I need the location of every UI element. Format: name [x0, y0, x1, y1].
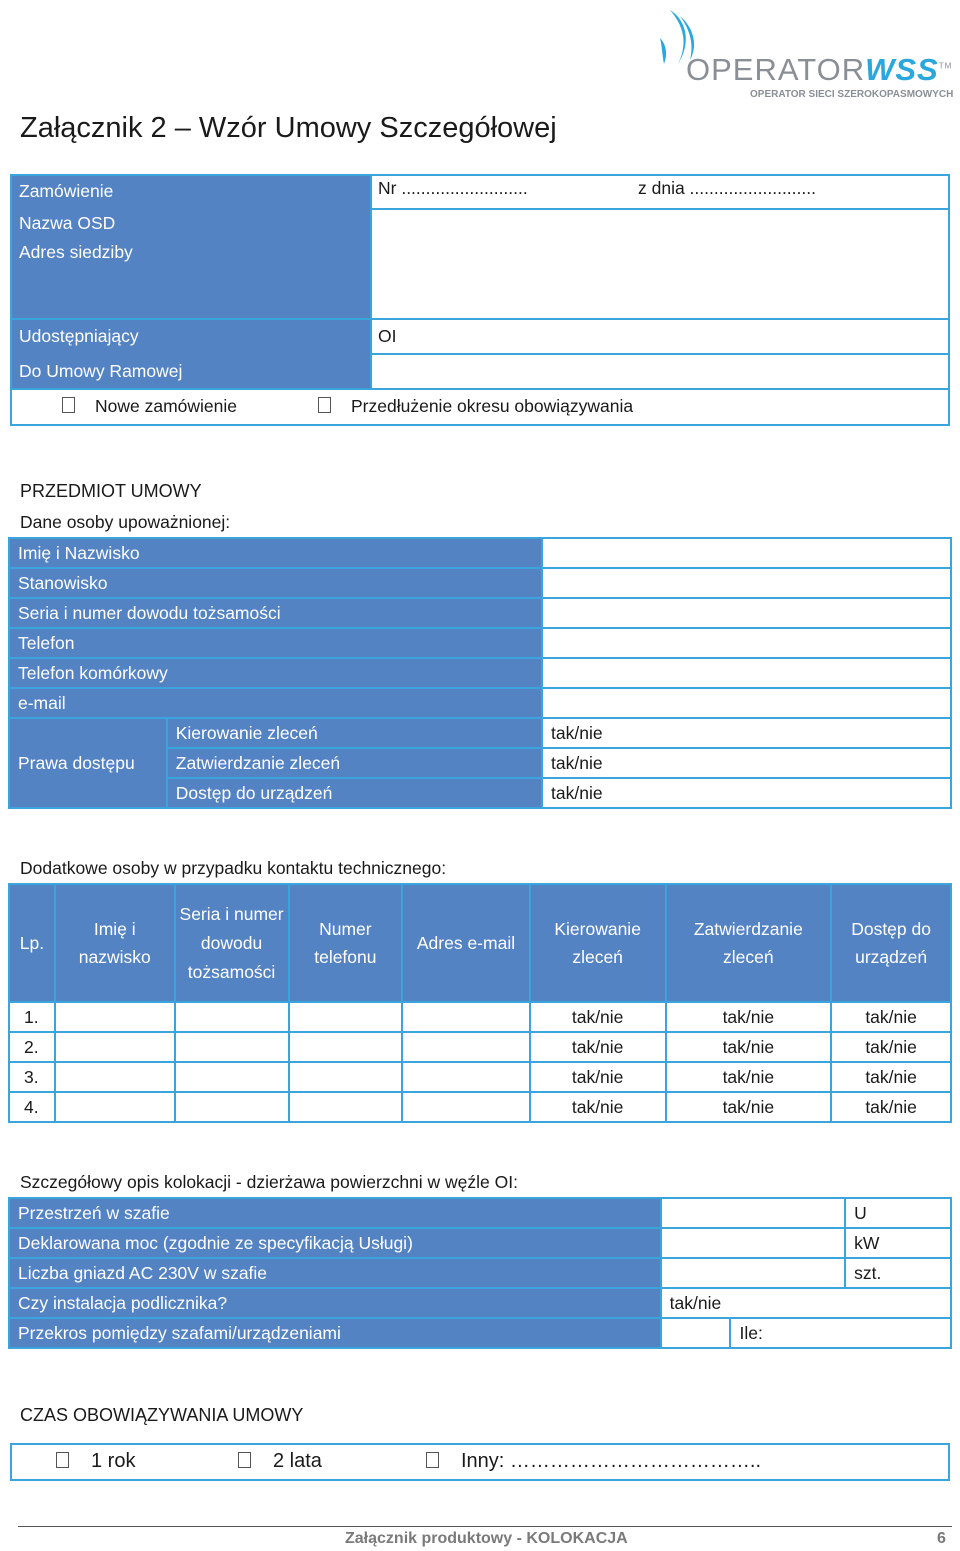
coloc-label: Liczba gniazd AC 230V w szafie [9, 1258, 661, 1288]
cell[interactable] [402, 1092, 530, 1122]
checkbox-icon[interactable] [426, 1452, 439, 1468]
col-id: Seria i numer dowodu tożsamości [175, 884, 289, 1002]
row-lp: 4. [9, 1092, 55, 1122]
subject-value[interactable] [542, 538, 951, 568]
coloc-value[interactable] [661, 1198, 846, 1228]
checkbox-icon[interactable] [62, 397, 75, 413]
cell[interactable] [55, 1062, 175, 1092]
subject-row-label: Imię i Nazwisko [9, 538, 542, 568]
subject-value[interactable] [542, 568, 951, 598]
footer-divider [18, 1526, 952, 1527]
subject-table [8, 537, 952, 809]
coloc-unit: szt. [845, 1258, 951, 1288]
logo-operator: OPERATOR [686, 52, 866, 87]
cell[interactable] [289, 1062, 403, 1092]
page-number: 6 [937, 1530, 946, 1547]
cell[interactable] [55, 1092, 175, 1122]
col-phone: Numer telefonu [289, 884, 403, 1002]
subject-value[interactable] [542, 688, 951, 718]
cell-orders[interactable]: tak/nie [530, 1032, 666, 1062]
cell[interactable] [175, 1002, 289, 1032]
colocation-table [8, 1197, 952, 1349]
order-date[interactable]: z dnia .......................... [638, 178, 816, 198]
checkbox-icon[interactable] [238, 1452, 251, 1468]
logo [656, 8, 954, 100]
footer-text: Załącznik produktowy - KOLOKACJA [345, 1530, 628, 1547]
access-label: Prawa dostępu [9, 718, 167, 808]
table-row [9, 1062, 951, 1092]
access-name: Kierowanie zleceń [167, 718, 542, 748]
access-name: Zatwierdzanie zleceń [167, 748, 542, 778]
col-approve: Zatwierdzanie zleceń [666, 884, 832, 1002]
label-do-umowy: Do Umowy Ramowej [19, 361, 183, 381]
coloc-label: Deklarowana moc (zgodnie ze specyfikacją Usługi) [9, 1228, 661, 1258]
colocation-heading: Szczegółowy opis kolokacji - dzierżawa powierzchni w węźle OI: [20, 1172, 518, 1192]
row-lp: 1. [9, 1002, 55, 1032]
col-email: Adres e-mail [402, 884, 530, 1002]
cell-orders[interactable]: tak/nie [530, 1092, 666, 1122]
order-oi: OI [378, 326, 397, 346]
cell[interactable] [175, 1062, 289, 1092]
checkbox-icon[interactable] [318, 397, 331, 413]
cell[interactable] [402, 1062, 530, 1092]
cell-device[interactable]: tak/nie [831, 1032, 951, 1062]
subject-row-label: Seria i numer dowodu tożsamości [9, 598, 542, 628]
row-lp: 2. [9, 1032, 55, 1062]
label-nazwa-osd: Nazwa OSD [19, 213, 116, 233]
label-zamowienie: Zamówienie [19, 181, 114, 201]
coloc-unit: kW [845, 1228, 951, 1258]
option-other[interactable]: Inny: ……………………………….. [426, 1450, 761, 1473]
coloc-label: Czy instalacja podlicznika? [9, 1288, 661, 1318]
subject-subheading: Dane osoby upoważnionej: [20, 512, 231, 532]
subject-value[interactable] [542, 658, 951, 688]
cell-device[interactable]: tak/nie [831, 1092, 951, 1122]
row-lp: 3. [9, 1062, 55, 1092]
cell[interactable] [402, 1002, 530, 1032]
table-row [9, 1032, 951, 1062]
coloc-count[interactable]: Ile: [730, 1318, 951, 1348]
subject-value[interactable] [542, 598, 951, 628]
option-2-years[interactable]: 2 lata [238, 1450, 322, 1473]
coloc-label: Przekros pomiędzy szafami/urządzeniami [9, 1318, 661, 1348]
cell-approve[interactable]: tak/nie [666, 1092, 832, 1122]
order-left-fill [12, 176, 370, 388]
checkbox-icon[interactable] [56, 1452, 69, 1468]
cell-orders[interactable]: tak/nie [530, 1002, 666, 1032]
cell[interactable] [175, 1092, 289, 1122]
access-value[interactable]: tak/nie [542, 748, 951, 778]
order-nr[interactable]: Nr .......................... [378, 178, 528, 198]
cell-orders[interactable]: tak/nie [530, 1062, 666, 1092]
cell[interactable] [55, 1032, 175, 1062]
cell[interactable] [289, 1092, 403, 1122]
page-title: Załącznik 2 – Wzór Umowy Szczegółowej [20, 112, 557, 144]
option-1-year[interactable]: 1 rok [56, 1450, 135, 1473]
col-lp: Lp. [9, 884, 55, 1002]
cell-approve[interactable]: tak/nie [666, 1032, 832, 1062]
access-name: Dostęp do urządzeń [167, 778, 542, 808]
option-extension[interactable]: Przedłużenie okresu obowiązywania [318, 396, 633, 417]
cell[interactable] [289, 1032, 403, 1062]
cell-device[interactable]: tak/nie [831, 1002, 951, 1032]
subject-row-label: Telefon [9, 628, 542, 658]
subject-row-label: Stanowisko [9, 568, 542, 598]
cell-approve[interactable]: tak/nie [666, 1062, 832, 1092]
access-value[interactable]: tak/nie [542, 778, 951, 808]
subject-heading: PRZEDMIOT UMOWY [20, 481, 202, 501]
cell-device[interactable]: tak/nie [831, 1062, 951, 1092]
col-orders: Kierowanie zleceń [530, 884, 666, 1002]
subject-row-label: e-mail [9, 688, 542, 718]
contacts-table [8, 883, 952, 1123]
subject-value[interactable] [542, 628, 951, 658]
logo-wss: WSS [865, 52, 939, 87]
subject-row-label: Telefon komórkowy [9, 658, 542, 688]
contacts-heading: Dodatkowe osoby w przypadku kontaktu technicznego: [20, 858, 447, 878]
coloc-unit: U [845, 1198, 951, 1228]
logo-tm: TM [938, 61, 953, 71]
col-name: Imię i nazwisko [55, 884, 175, 1002]
coloc-value[interactable] [661, 1228, 846, 1258]
coloc-value[interactable]: tak/nie [661, 1288, 951, 1318]
label-adres: Adres siedziby [19, 242, 133, 262]
cell[interactable] [55, 1002, 175, 1032]
coloc-value[interactable] [661, 1318, 731, 1348]
cell[interactable] [402, 1032, 530, 1062]
duration-heading: CZAS OBOWIĄZYWANIA UMOWY [20, 1405, 304, 1425]
coloc-value[interactable] [661, 1258, 846, 1288]
table-row [9, 1002, 951, 1032]
logo-tagline: OPERATOR SIECI SZEROKOPASMOWYCH [750, 89, 954, 100]
cell[interactable] [175, 1032, 289, 1062]
cell-approve[interactable]: tak/nie [666, 1002, 832, 1032]
col-device: Dostęp do urządzeń [831, 884, 951, 1002]
table-row [9, 1092, 951, 1122]
coloc-label: Przestrzeń w szafie [9, 1198, 661, 1228]
access-value[interactable]: tak/nie [542, 718, 951, 748]
option-new-order[interactable]: Nowe zamówienie [62, 396, 237, 417]
label-udostepniajacy: Udostępniający [19, 326, 139, 346]
cell[interactable] [289, 1002, 403, 1032]
